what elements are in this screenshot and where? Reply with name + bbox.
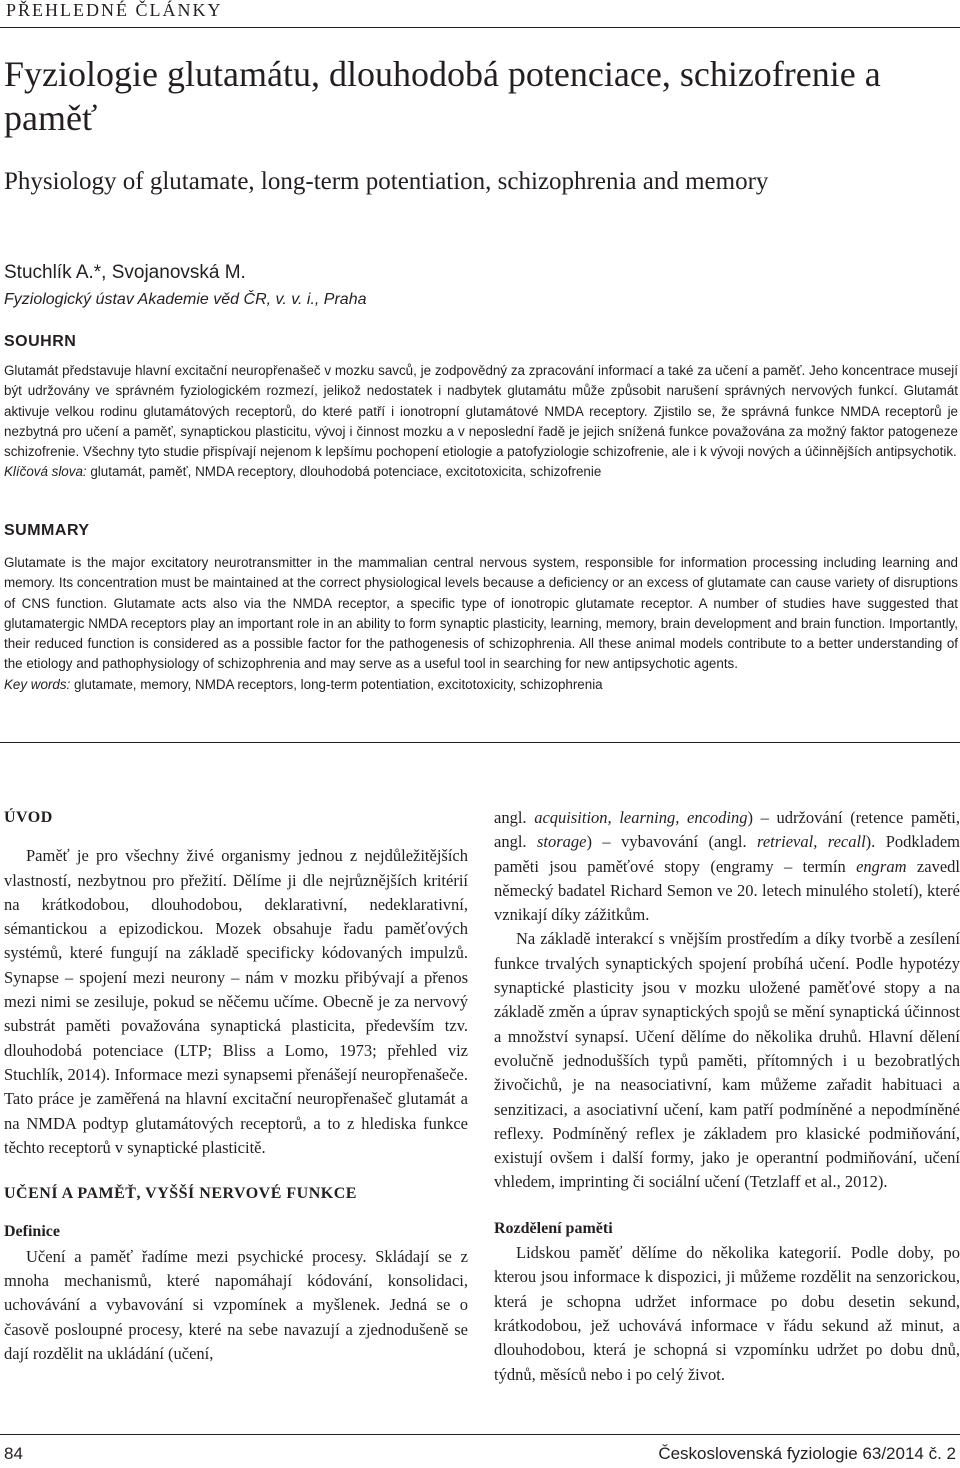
rozdeleni-paragraph: Lidskou paměť dělíme do několika kategorií. Podle doby, po kterou jsou informace k dispozici, ji můžeme rozdělit na senzorickou, která je schopna udržet informace po dobu desetin sekund, krátkodobou, jež uchovává informace v řádu sekund až minut, a dlouhodobou, která je schopná si vzpomínku udržet po dobu dnů, týdnů, měsíců nebo i po celý život. <box>494 1243 960 1384</box>
right-paragraph-1: angl. acquisition, learning, encoding) – udržování (retence paměti, angl. storage) – vybavování (angl. retrieval, recall). Podkladem paměti jsou paměťové stopy (engramy – termín engram zavedl německý badatel Richard Semon ve 20. letech minulého století), které vznikají díky zážitkům. <box>494 808 960 925</box>
right-column <box>494 806 960 1387</box>
journal-citation: Československá fyziologie 63/2014 č. 2 <box>658 1444 956 1463</box>
left-column <box>4 806 468 1366</box>
summary-heading: SUMMARY <box>4 522 90 539</box>
right-paragraph-2: Na základě interakcí s vnějším prostředím a díky tvorbě a zesílení funkce trvalých synaptických spojení probíhá učení. Podle hypotézy synaptické plasticity jsou v mozku uložené paměťové stopy a na základě změn a úprav synaptických spojů se mění synaptická účinnost a množství synapsí. Učení dělíme do několika druhů. Hlavní dělení evolučně jednodušších typů paměti, přítomných i u bezobratlých živočichů, je na neasociativní, kam můžeme zařadit habituaci a senzitizaci, a asociativní učení, kam patří podmíněné a nepodmíněné reflexy. Podmíněný reflex je základem pro klasické podmiňování, existují ovšem i další formy, jako je operantní podmiňování, učení vhledem, imprinting či sociální učení (Tetzlaff et al., 2012). <box>494 929 960 1192</box>
authors: Stuchlík A.*, Svojanovská M. <box>4 262 246 283</box>
definice-heading: Definice <box>4 1223 60 1241</box>
souhrn-text: Glutamát představuje hlavní excitační neuropřenašeč v mozku savců, je zodpovědný za zpracování informací a také za učení a paměť. Jeho koncentrace musejí být udržovány ve správném fyziologickém rozmezí, jelikož nedostatek i nadbytek glutamátu může způsobit narušení správných nervových funkcí. Glutamát aktivuje velkou rodinu glutamátových receptorů, do které patří i ionotropní glutamátové NMDA receptory. Zjistilo se, že správná funkce NMDA receptorů je nezbytná pro učení a paměť, synaptickou plasticitu, vývoj i činnost mozku a v neposlední řadě je jejich snížená funkce považována za možný faktor patogeneze schizofrenie. Všechny tyto studie přispívají nejenom k lepšímu pochopení etiologie a patofyziologie schizofrenie, ale i k vývoji nových a účinnějších antipsychotik. <box>4 363 958 460</box>
affiliation: Fyziologický ústav Akademie věd ČR, v. v. i., Praha <box>4 291 367 308</box>
uvod-paragraph: Paměť je pro všechny živé organismy jednou z nejdůležitějších vlastností, nezbytnou pro přežití. Dělíme ji dle nejrůznějších kritérií na krátkodobou, dlouhodobou, deklarativní, nedeklarativní, sémantickou a epizodickou. Mozek obsahuje řadu paměťových systémů, které fungují na základě specificky kódovaných impulzů. Synapse – spojení mezi neurony – nám v mozku přibývají a přenos mezi nimi se zesiluje, pokud se něčemu učíme. Obecně je za nervový substrát paměti považována synaptická plasticita, především tzv. dlouhodobá potenciace (LTP; Bliss a Lomo, 1973; přehled viz Stuchlík, 2014). Informace mezi synapsemi přenášejí neuropřenašeče. Tato práce je zaměřená na hlavní excitační neuropřenašeč glutamát a na NMDA podtyp glutamátových receptorů, a to z hlediska funkce těchto receptorů v synaptické plasticitě. <box>4 846 468 1157</box>
uvod-heading: ÚVOD <box>4 809 53 826</box>
article-title: Fyziologie glutamátu, dlouhodobá potenciace, schizofrenie a paměť <box>4 54 881 138</box>
article-subtitle: Physiology of glutamate, long-term potentiation, schizophrenia and memory <box>4 168 769 195</box>
footer-rule <box>0 1434 960 1435</box>
summary-text: Glutamate is the major excitatory neurotransmitter in the mammalian central nervous system, responsible for information processing including learning and memory. Its concentration must be maintained at the correct physiological levels because a deficiency or an excess of glutamate can cause variety of disruptions of CNS function. Glutamate acts also via the NMDA receptor, a specific type of ionotropic glutamate receptor. A number of studies have suggested that glutamatergic NMDA receptors play an important role in an ability to form synaptic plasticity, learning, memory, brain development and brain function. Importantly, their reduced function is considered as a possible factor for the pathogenesis of schizophrenia. All these animal models contribute to a better understanding of the etiology and pathophysiology of schizophrenia and may serve as a useful tool in searching for new antipsychotic agents. <box>4 555 958 672</box>
uceni-heading: UČENÍ A PAMĚŤ, VYŠŠÍ NERVOVÉ FUNKCE <box>4 1185 357 1203</box>
souhrn-keywords-label: Klíčová slova: <box>4 464 87 480</box>
souhrn-abstract <box>4 361 958 483</box>
page-number: 84 <box>4 1444 23 1463</box>
section-label: PŘEHLEDNÉ ČLÁNKY <box>6 0 223 20</box>
header-rule <box>0 27 960 28</box>
souhrn-heading: SOUHRN <box>4 333 77 350</box>
summary-keywords-value: glutamate, memory, NMDA receptors, long-term potentiation, excitotoxicity, schizophrenia <box>73 676 603 692</box>
definice-paragraph: Učení a paměť řadíme mezi psychické procesy. Skládají se z mnoha mechanismů, které napomáhají kódování, konsolidaci, uchovávání a vybavování si vzpomínek a myšlenek. Jedná se o časově posloupné procesy, které na sebe navazují a zjednodušeně se dají rozdělit na ukládání (učení, <box>4 1246 468 1363</box>
summary-keywords-label: Key words: <box>4 676 71 692</box>
rozdeleni-heading: Rozdělení paměti <box>494 1219 613 1237</box>
abstract-rule <box>0 742 960 743</box>
souhrn-keywords-value: glutamát, paměť, NMDA receptory, dlouhodobá potenciace, excitotoxicita, schizofrenie <box>90 464 602 480</box>
summary-keywords <box>4 675 958 695</box>
souhrn-keywords <box>4 462 958 482</box>
summary-abstract <box>4 553 958 695</box>
